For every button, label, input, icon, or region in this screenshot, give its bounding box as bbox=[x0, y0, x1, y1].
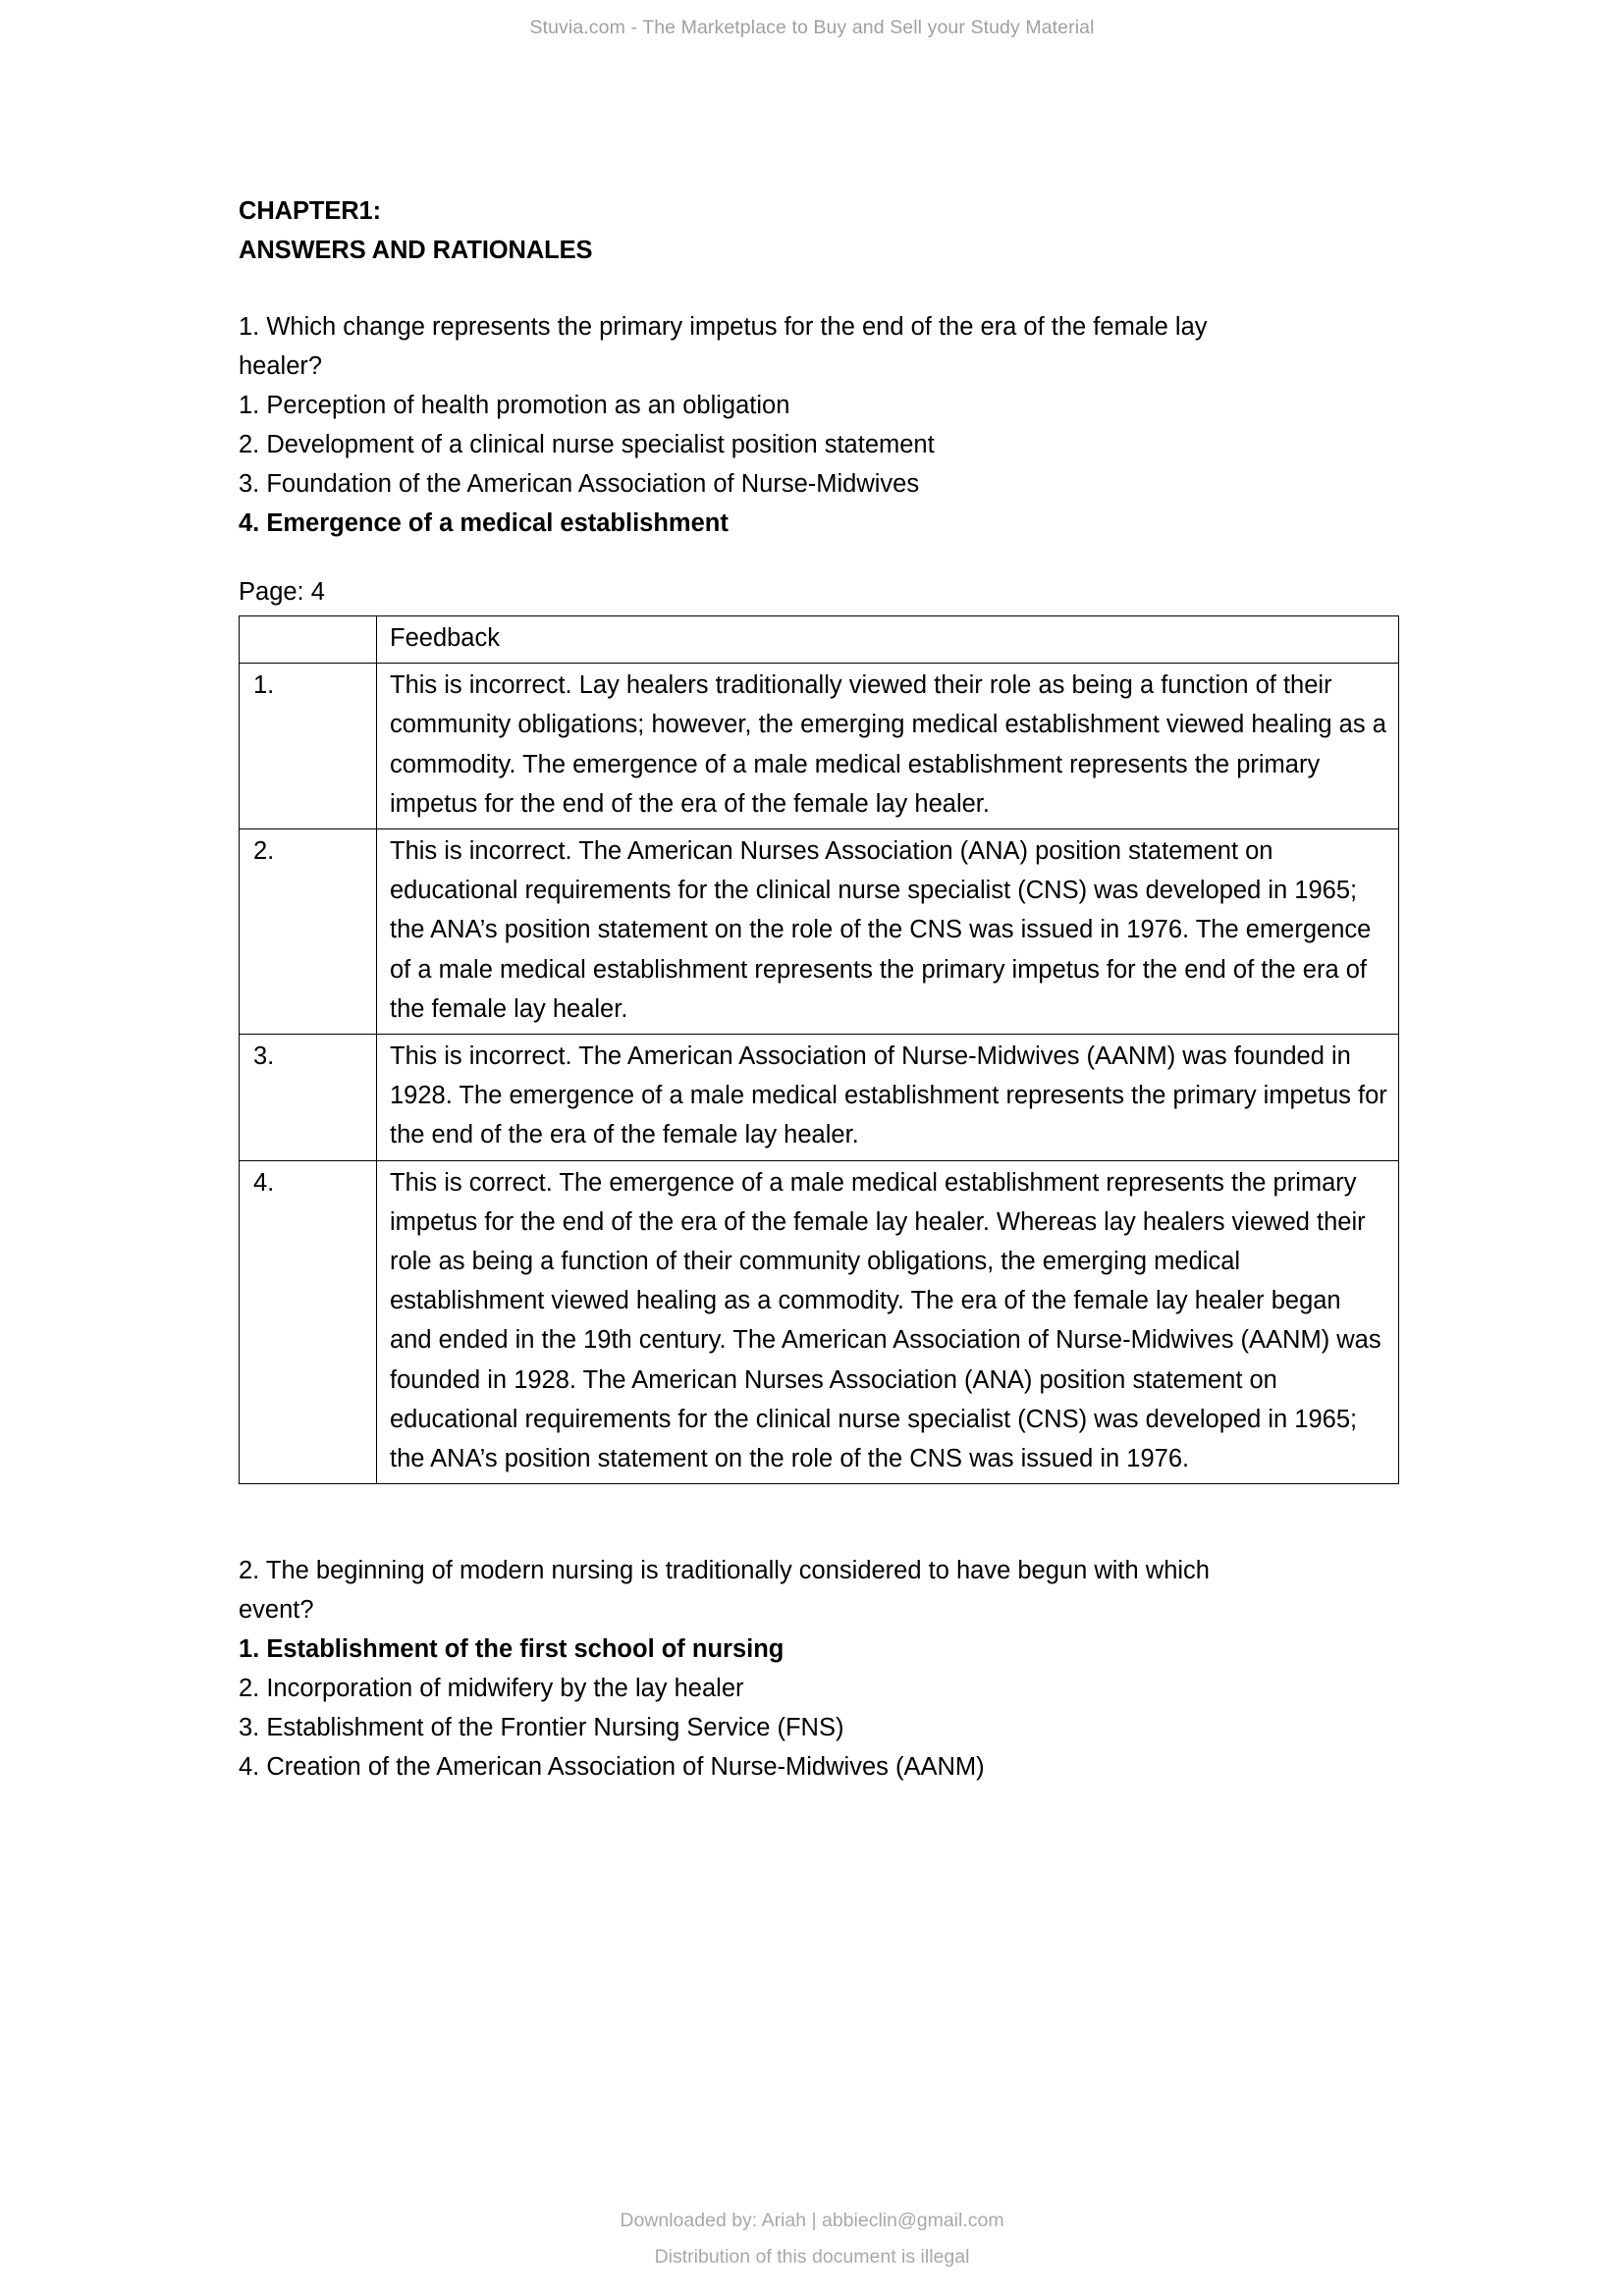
question-2-option-4: 4. Creation of the American Association of Nurse-Midwives (AANM) bbox=[239, 1753, 985, 1782]
question-2-option-1: 1. Establishment of the first school of nursing bbox=[239, 1635, 785, 1664]
table-header-feedback-cell: Feedback bbox=[377, 616, 1399, 664]
table-header-number-cell bbox=[240, 616, 377, 664]
document-content bbox=[239, 191, 1417, 1787]
question-1-option-2: 2. Development of a clinical nurse specialist position statement bbox=[239, 431, 935, 458]
table-bottom-spacer bbox=[239, 1484, 1417, 1522]
row-number-2: 2. bbox=[240, 829, 377, 1035]
row-number-1: 1. bbox=[240, 664, 377, 829]
question-1-block bbox=[239, 307, 1417, 543]
row-feedback-3: This is incorrect. The American Association of Nurse-Midwives (AANM) was founded in 1928. The emergence of a male medical establishment represents the primary impetus for the end of the era of the female lay healer. bbox=[377, 1035, 1399, 1161]
table-row bbox=[240, 829, 1399, 1035]
row-feedback-2: This is incorrect. The American Nurses Association (ANA) position statement on educational requirements for the clinical nurse specialist (CNS) was developed in 1965; the ANA’s position statement on the role of the CNS was issued in 1976. The emergence of a male medical establishment represents the primary impetus for the end of the era of the female lay healer. bbox=[377, 829, 1399, 1035]
question-1-stem-line-1: 1. Which change represents the primary impetus for the end of the era of the female lay bbox=[239, 313, 1208, 341]
question-2-option-2: 2. Incorporation of midwifery by the lay healer bbox=[239, 1675, 744, 1703]
question-2-stem-line-2: event? bbox=[239, 1596, 314, 1625]
footer-distribution-notice: Distribution of this document is illegal bbox=[654, 2246, 970, 2268]
feedback-table bbox=[239, 615, 1399, 1484]
table-row bbox=[240, 1035, 1399, 1161]
options-spacer bbox=[239, 543, 1417, 572]
question-1-option-1: 1. Perception of health promotion as an obligation bbox=[239, 392, 790, 419]
row-number-4: 4. bbox=[240, 1160, 377, 1484]
question-1-stem-line-2: healer? bbox=[239, 352, 323, 380]
table-header-row bbox=[240, 616, 1399, 664]
table-row bbox=[240, 664, 1399, 829]
question-2-block bbox=[239, 1551, 1417, 1787]
chapter-title-line-2: ANSWERS AND RATIONALES bbox=[239, 237, 593, 264]
footer-downloaded-by: Downloaded by: Ariah | abbieclin@gmail.com bbox=[620, 2210, 1004, 2231]
question-2-stem-line-1: 2. The beginning of modern nursing is traditionally considered to have begun with which bbox=[239, 1557, 1210, 1585]
question-1-option-4: 4. Emergence of a medical establishment bbox=[239, 509, 729, 537]
table-bottom-spacer-2 bbox=[239, 1522, 1417, 1551]
row-number-3: 3. bbox=[240, 1035, 377, 1161]
page-reference: Page: 4 bbox=[239, 578, 325, 606]
row-feedback-1: This is incorrect. Lay healers traditionally viewed their role as being a function of their community obligations; however, the emerging medical establishment viewed healing as a commodity. The emergence of a male medical establishment represents the primary impetus for the end of the era of the female lay healer. bbox=[377, 664, 1399, 829]
table-row bbox=[240, 1160, 1399, 1484]
stuvia-watermark-header: Stuvia.com - The Marketplace to Buy and Sell your Study Material bbox=[529, 17, 1095, 38]
question-1-option-3: 3. Foundation of the American Association of Nurse-Midwives bbox=[239, 470, 920, 498]
title-spacer bbox=[239, 270, 1417, 307]
row-feedback-4: This is correct. The emergence of a male medical establishment represents the primary impetus for the end of the era of the female lay healer. Whereas lay healers viewed their role as being a function of their community obligations, the emerging medical establishment viewed healing as a commodity. The era of the female lay healer began and ended in the 19th century. The American Association of Nurse-Midwives (AANM) was founded in 1928. The American Nurses Association (ANA) position statement on educational requirements for the clinical nurse specialist (CNS) was developed in 1965; the ANA’s position statement on the role of the CNS was issued in 1976. bbox=[377, 1160, 1399, 1484]
chapter-title-line-1: CHAPTER1: bbox=[239, 197, 382, 225]
question-2-option-3: 3. Establishment of the Frontier Nursing Service (FNS) bbox=[239, 1714, 844, 1742]
